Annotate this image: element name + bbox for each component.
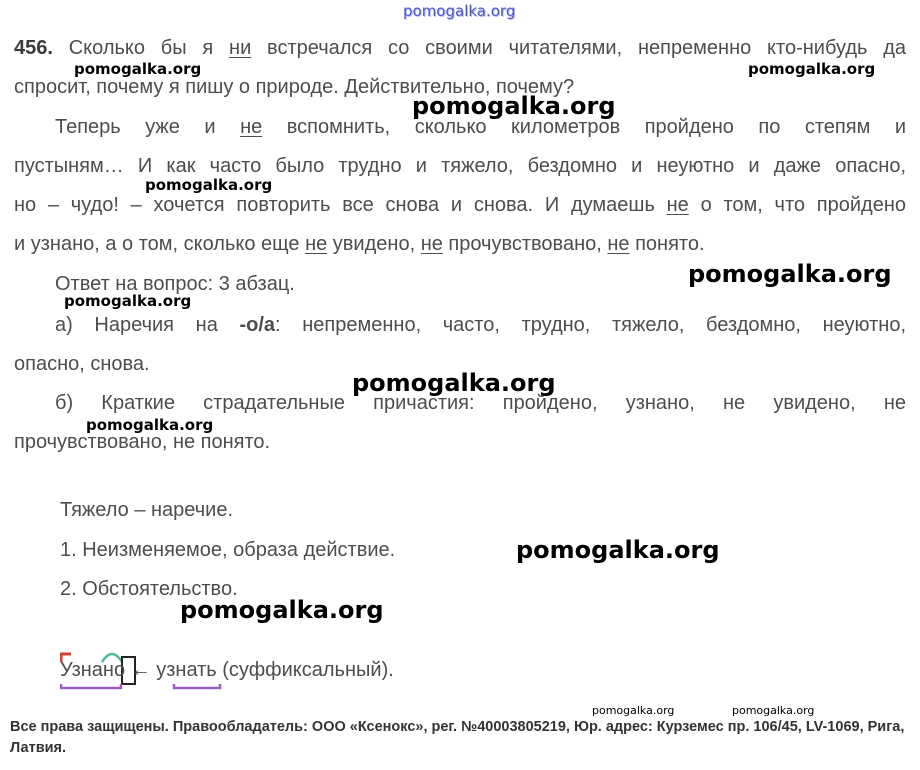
watermark: pomogalka.org (748, 60, 876, 78)
watermark: pomogalka.org (180, 596, 384, 624)
watermark: pomogalka.org (412, 92, 616, 120)
watermark: pomogalka.org (516, 536, 720, 564)
watermark: pomogalka.org (592, 704, 675, 717)
morphemic-line (60, 658, 394, 682)
exercise-line-5: но – чудо! – хочется повторить все снова и снова. И думаешь не о том, что пройдено (14, 194, 906, 216)
watermark: pomogalka.org (74, 60, 202, 78)
formation-method: (суффиксальный). (216, 659, 394, 681)
exercise-line-6: и узнано, а о том, сколько еще не увидено, не прочувствовано, не понято. (14, 233, 705, 255)
morphemic-analysis (60, 648, 480, 698)
watermark: pomogalka.org (86, 416, 214, 434)
copyright-footer: Все права защищены. Правообладатель: ООО «Ксенокс», рег. №40003805219, Юр. адрес: Курземес пр. 106/45, LV-1069, Рига, Латвия. (10, 719, 905, 756)
analysis-item-2: 2. Обстоятельство. (60, 578, 238, 600)
word-ending: о (113, 659, 126, 681)
watermark: pomogalka.org (64, 292, 192, 310)
watermark: pomogalka.org (732, 704, 815, 717)
stem-mark-2 (174, 684, 220, 688)
base-word: узнать (156, 659, 217, 681)
exercise-line-2: спросит, почему я пишу о природе. Действительно, почему? (14, 76, 575, 98)
exercise-number: 456. (14, 37, 53, 59)
watermark: pomogalka.org (352, 369, 556, 397)
answer-a-line-1: а) Наречия на -о/а: непременно, часто, трудно, тяжело, бездомно, неуютно, (55, 314, 906, 336)
exercise-line-4: пустыням… И как часто было трудно и тяжело, бездомно и неуютно и даже опасно, (14, 155, 906, 177)
underlined-ni: ни (229, 37, 252, 59)
word-prefix: У (60, 659, 72, 681)
exercise-line-3: Теперь уже и не вспомнить, сколько километров пройдено по степям и (55, 116, 906, 138)
watermark-top: pomogalka.org (403, 2, 516, 20)
analysis-item-1: 1. Неизменяемое, образа действие. (60, 539, 396, 561)
watermark: pomogalka.org (145, 176, 273, 194)
arrow: ← (125, 659, 157, 681)
answer-line: Ответ на вопрос: 3 абзац. (55, 273, 295, 295)
answer-b-line-2: прочувствовано, не понято. (14, 431, 271, 453)
answer-b-line-1: б) Краткие страдательные причастия: пройдено, узнано, не увидено, не (55, 392, 906, 414)
answer-a-line-2: опасно, снова. (14, 353, 150, 375)
exercise-line-1: 456. Сколько бы я ни встречался со своими читателями, непременно кто-нибудь да (14, 37, 906, 59)
stem-mark-1 (61, 684, 121, 688)
word-root-suffix: знан (71, 659, 114, 681)
analysis-title: Тяжело – наречие. (60, 499, 234, 521)
suffix-o-a: -о/а (239, 314, 276, 336)
watermark: pomogalka.org (688, 260, 892, 288)
